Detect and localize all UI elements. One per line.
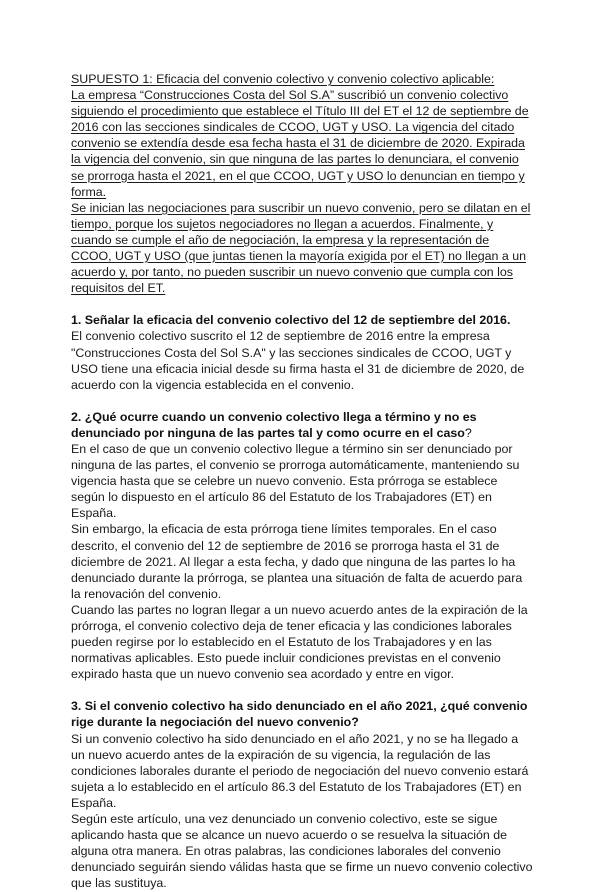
- question-heading: [71, 312, 533, 328]
- question-mark: ?: [464, 425, 472, 440]
- case-paragraph: [71, 200, 533, 297]
- answer-paragraph: En el caso de que un convenio colectivo llegue a término sin ser denunciado por ninguna de las partes, el convenio se prorroga automáticamente, manteniendo su vigencia hasta que se celebre un nuevo convenio. Esta prórroga se establece según lo dispuesto en el artículo 86 del Estatuto de los Trabajadores (ET) en España.: [71, 441, 520, 521]
- question-section-2: [71, 409, 533, 683]
- question-heading: [71, 698, 533, 730]
- answer-paragraph: Cuando las partes no logran llegar a un nuevo acuerdo antes de la expiración de la prórroga, el convenio colectivo deja de tener eficacia y las condiciones laborales pueden regirse por lo establecido en el Estatuto de los Trabajadores y en las normativas aplicables. Esto puede incluir condiciones previstas en el convenio expirado hasta que un nuevo convenio sea acordado y entre en vigor.: [71, 602, 528, 682]
- question-section-1: [71, 312, 533, 392]
- case-paragraph: La empresa “Construcciones Costa del Sol S.A” suscribió un convenio colectivo siguiendo el procedimiento que establece el Título III del ET el 12 de septiembre de 2016 con las secciones sindicales de CCOO, UGT y USO. La vigencia del citado convenio se extendía desde esa fecha hasta el 31 de diciembre de 2020. Expirada la vigencia del convenio, sin que ninguna de las partes lo denunciara, el convenio se prorroga hasta el 2021, en el que CCOO, UGT y USO lo denuncian en tiempo y forma.: [71, 88, 529, 199]
- answer-paragraph: Según este artículo, una vez denunciado un convenio colectivo, este se sigue aplicando hasta que se alcance un nuevo acuerdo o se resuelva la situación de alguna otra manera. En otras palabras, las condiciones laborales del convenio denunciado seguirán siendo válidas hasta que se firme un nuevo convenio colectivo que las sustituya.: [71, 812, 533, 891]
- answer-paragraph: El convenio colectivo suscrito el 12 de septiembre de 2016 entre la empresa "Construcciones Costa del Sol S.A" y las secciones sindicales de CCOO, UGT y USO tiene una eficacia inicial desde su firma hasta el 31 de diciembre de 2020, de acuerdo con la vigencia establecida en el convenio.: [71, 329, 525, 392]
- question-heading: [71, 409, 533, 441]
- question-heading-text: 1. Señalar la eficacia del convenio colectivo del 12 de septiembre del 2016.: [71, 313, 511, 328]
- question-heading-text: 2. ¿Qué ocurre cuando un convenio colectivo llega a término y no es denunciado por ninguna de las partes tal y como ocurre en el caso: [71, 409, 477, 440]
- case-title: SUPUESTO 1: Eficacia del convenio colectivo y convenio colectivo aplicable:: [71, 72, 495, 86]
- document-page: [71, 71, 533, 892]
- answer-paragraph: Si un convenio colectivo ha sido denunciado en el año 2021, y no se ha llegado a un nuevo acuerdo antes de la expiración de su vigencia, la regulación de las condiciones laborales durante el periodo de negociación del nuevo convenio estará sujeta a lo establecido en el artículo 86.3 del Estatuto de los Trabajadores (ET) en España.: [71, 731, 529, 810]
- question-heading-text: 3. Si el convenio colectivo ha sido denunciado en el año 2021, ¿qué convenio rige durante la negociación del nuevo convenio?: [71, 699, 528, 730]
- case-statement: [71, 71, 533, 296]
- answer-paragraph: Sin embargo, la eficacia de esta prórroga tiene límites temporales. En el caso descrito, el convenio del 12 de septiembre de 2016 se prorroga hasta el 31 de diciembre de 2021. Al llegar a esta fecha, y dado que ninguna de las partes lo ha denunciado durante la prórroga, se plantea una situación de falta de acuerdo para la renovación del convenio.: [71, 522, 523, 601]
- case-paragraph-text: Se inician las negociaciones para suscribir un nuevo convenio, pero se dilatan en el tiempo, porque los sujetos negociadores no llegan a acuerdos. Finalmente, y cuando se cumple el año de negociación, la empresa y la representación de CCOO, UGT y USO (que juntas tienen la mayoría exigida por el ET) no llegan a un acuerdo y, por tanto, no pueden suscribir un nuevo convenio que cumpla con los requisitos del ET.: [71, 200, 531, 296]
- question-section-3: [71, 698, 533, 891]
